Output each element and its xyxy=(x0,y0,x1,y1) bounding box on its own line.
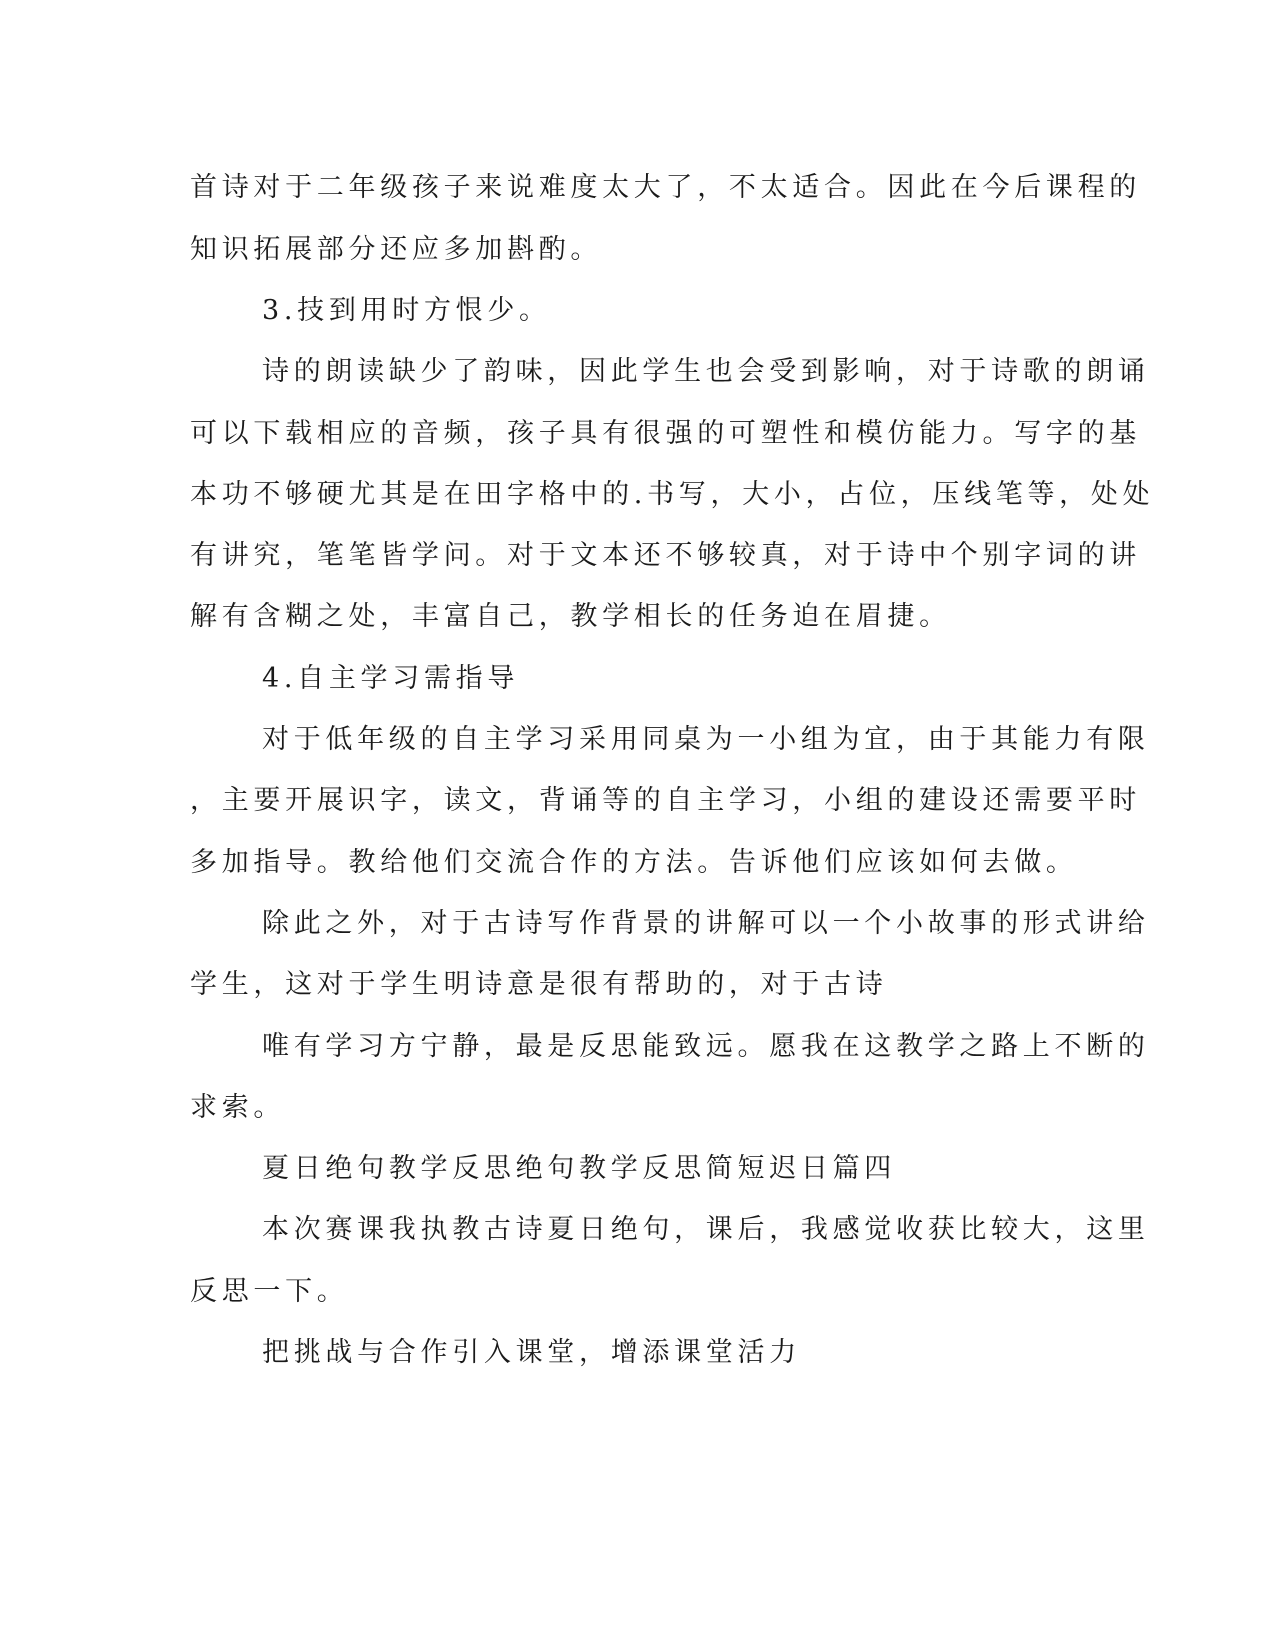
text-line: 本次赛课我执教古诗夏日绝句，课后，我感觉收获比较大，这里 xyxy=(262,1214,1150,1245)
text-line: 唯有学习方宁静，最是反思能致远。愿我在这教学之路上不断的 xyxy=(262,1031,1150,1062)
section-heading: 把挑战与合作引入课堂，增添课堂活力 xyxy=(262,1337,801,1368)
text-line: 有讲究，笔笔皆学问。对于文本还不够较真，对于诗中个别字词的讲 xyxy=(190,540,1141,571)
text-line: 反思一下。 xyxy=(190,1276,349,1307)
text-line: ，主要开展识字，读文，背诵等的自主学习，小组的建设还需要平时 xyxy=(190,785,1141,816)
text-line: 首诗对于二年级孩子来说难度太大了，不太适合。因此在今后课程的 xyxy=(190,172,1141,203)
section-title: 夏日绝句教学反思绝句教学反思简短迟日篇四 xyxy=(262,1153,896,1184)
text-line: 知识拓展部分还应多加斟酌。 xyxy=(190,234,603,265)
text-line: 可以下载相应的音频，孩子具有很强的可塑性和模仿能力。写字的基 xyxy=(190,418,1141,449)
text-line: 对于低年级的自主学习采用同桌为一小组为宜，由于其能力有限 xyxy=(262,724,1150,755)
text-line: 多加指导。教给他们交流合作的方法。告诉他们应该如何去做。 xyxy=(190,847,1078,878)
section-heading: 4.自主学习需指导 xyxy=(262,663,520,694)
text-line: 诗的朗读缺少了韵味，因此学生也会受到影响，对于诗歌的朗诵 xyxy=(262,356,1150,387)
text-line: 解有含糊之处，丰富自己，教学相长的任务迫在眉捷。 xyxy=(190,601,951,632)
text-line: 求索。 xyxy=(190,1092,286,1123)
text-line: 除此之外，对于古诗写作背景的讲解可以一个小故事的形式讲给 xyxy=(262,908,1150,939)
section-heading: 3.技到用时方恨少。 xyxy=(262,295,551,326)
text-line: 本功不够硬尤其是在田字格中的.书写，大小，占位，压线笔等，处处 xyxy=(190,479,1155,510)
text-line: 学生，这对于学生明诗意是很有帮助的，对于古诗 xyxy=(190,969,888,1000)
